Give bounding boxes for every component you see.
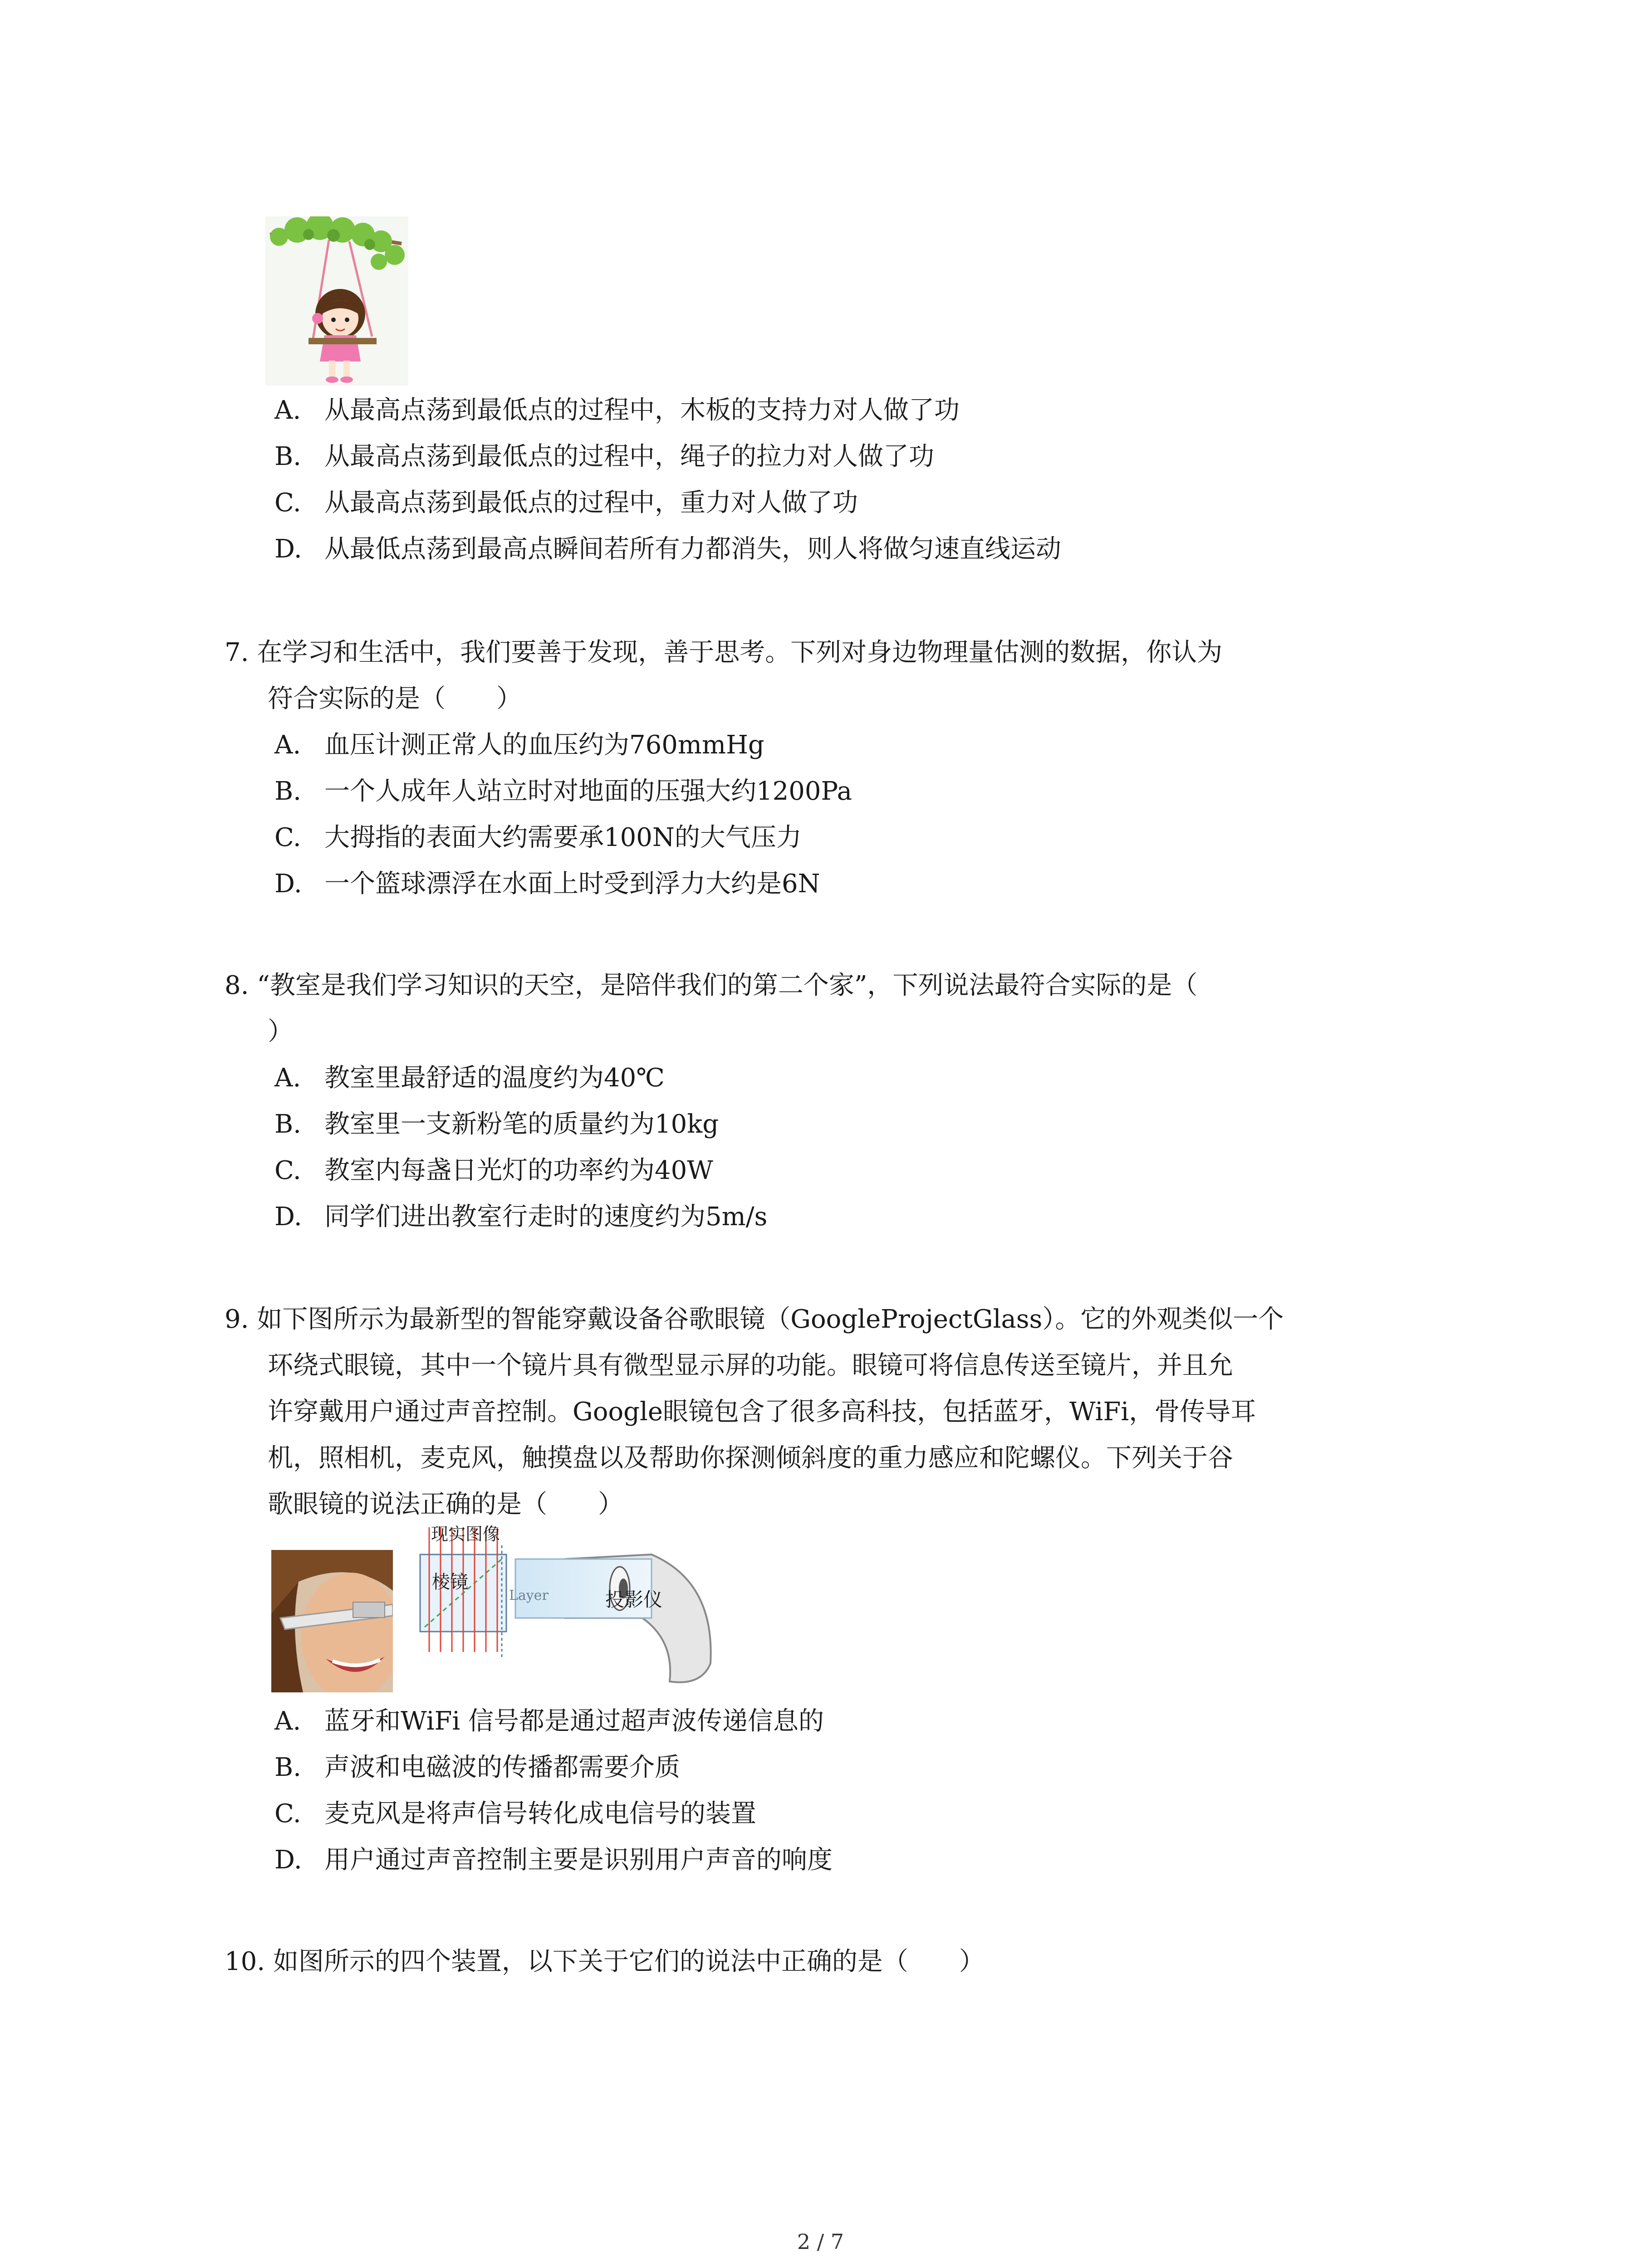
q9-option-a bbox=[274, 1706, 824, 1737]
q6-option-c bbox=[274, 487, 858, 519]
option-label: A. bbox=[274, 396, 301, 425]
diagram-label-projector: 投影仪 bbox=[605, 1589, 663, 1611]
option-text: 麦克风是将声信号转化成电信号的装置 bbox=[324, 1799, 756, 1828]
option-label: A. bbox=[274, 730, 301, 760]
q8-option-d bbox=[274, 1201, 767, 1233]
option-text: 蓝牙和WiFi 信号都是通过超声波传递信息的 bbox=[324, 1706, 824, 1736]
option-text: 从最低点荡到最高点瞬间若所有力都消失，则人将做匀速直线运动 bbox=[324, 534, 1061, 564]
option-text: 声波和电磁波的传播都需要介质 bbox=[324, 1753, 680, 1782]
option-label: D. bbox=[274, 869, 302, 899]
q10-stem-line1: 10. 如图所示的四个装置，以下关于它们的说法中正确的是（ ） bbox=[225, 1947, 985, 1976]
q6-option-d bbox=[274, 533, 1061, 565]
diagram-label-prism: 棱镜 bbox=[432, 1572, 468, 1593]
option-text: 同学们进出教室行走时的速度约为5m/s bbox=[324, 1202, 768, 1232]
option-label: C. bbox=[274, 823, 301, 852]
google-glass-optics-diagram bbox=[397, 1527, 729, 1695]
q9-stem-line3: 许穿戴用户通过声音控制。Google眼镜包含了很多高科技，包括蓝牙，WiFi，骨传导耳 bbox=[268, 1397, 1256, 1427]
option-label: D. bbox=[274, 1202, 302, 1232]
option-text: 从最高点荡到最低点的过程中，重力对人做了功 bbox=[324, 488, 858, 518]
diagram-label-real-image: 现实图像 bbox=[431, 1524, 500, 1544]
option-label: D. bbox=[274, 1845, 302, 1875]
q8-stem-line1: 8. “教室是我们学习知识的天空，是陪伴我们的第二个家”，下列说法最符合实际的是（ bbox=[225, 971, 1198, 1000]
option-label: B. bbox=[274, 1110, 301, 1139]
q7-option-c bbox=[274, 822, 802, 854]
q9-stem-line1: 9. 如下图所示为最新型的智能穿戴设备谷歌眼镜（GoogleProjectGlass）。它的外观类似一个 bbox=[225, 1305, 1284, 1334]
diagram-label-layer: Layer bbox=[509, 1588, 549, 1603]
option-text: 从最高点荡到最低点的过程中，木板的支持力对人做了功 bbox=[324, 396, 960, 425]
q9-option-d bbox=[274, 1844, 833, 1876]
option-text: 教室里最舒适的温度约为40℃ bbox=[324, 1063, 665, 1093]
q9-option-c bbox=[274, 1798, 756, 1830]
q8-option-b bbox=[274, 1109, 719, 1140]
q8-stem-line2: ） bbox=[268, 1017, 293, 1046]
q7-option-b bbox=[274, 776, 852, 807]
q6-option-a bbox=[274, 395, 960, 426]
q9-stem-line4: 机，照相机，麦克风，触摸盘以及帮助你探测倾斜度的重力感应和陀螺仪。下列关于谷 bbox=[268, 1443, 1233, 1473]
swing-girl-illustration bbox=[265, 216, 408, 386]
option-label: A. bbox=[274, 1706, 301, 1736]
option-label: B. bbox=[274, 777, 301, 806]
option-text: 一个人成年人站立时对地面的压强大约1200Pa bbox=[324, 777, 852, 806]
option-text: 用户通过声音控制主要是识别用户声音的响度 bbox=[324, 1845, 833, 1875]
option-label: C. bbox=[274, 1799, 301, 1828]
q7-stem-line1: 7. 在学习和生活中，我们要善于发现，善于思考。下列对身边物理量估测的数据，你认为 bbox=[225, 638, 1223, 667]
page-number: 2 / 7 bbox=[797, 2229, 844, 2254]
q9-stem-line2: 环绕式眼镜，其中一个镜片具有微型显示屏的功能。眼镜可将信息传送至镜片，并且允 bbox=[268, 1351, 1233, 1380]
option-label: B. bbox=[274, 442, 301, 471]
q8-option-a bbox=[274, 1062, 665, 1094]
q7-option-a bbox=[274, 729, 764, 761]
q9-stem-line5: 歌眼镜的说法正确的是（ ） bbox=[268, 1490, 623, 1519]
option-label: D. bbox=[274, 534, 302, 564]
q6-option-b bbox=[274, 441, 934, 473]
option-text: 教室内每盏日光灯的功率约为40W bbox=[324, 1156, 713, 1185]
q9-option-b bbox=[274, 1752, 680, 1784]
option-text: 一个篮球漂浮在水面上时受到浮力大约是6N bbox=[324, 869, 820, 899]
option-text: 血压计测正常人的血压约为760mmHg bbox=[324, 730, 764, 760]
q7-option-d bbox=[274, 868, 820, 900]
option-label: C. bbox=[274, 488, 301, 518]
q7-stem-line2: 符合实际的是（ ） bbox=[268, 684, 522, 714]
option-text: 教室里一支新粉笔的质量约为10kg bbox=[324, 1110, 719, 1139]
option-label: C. bbox=[274, 1156, 301, 1185]
option-label: A. bbox=[274, 1063, 301, 1093]
option-label: B. bbox=[274, 1753, 301, 1782]
option-text: 大拇指的表面大约需要承100N的大气压力 bbox=[324, 823, 802, 852]
q8-option-c bbox=[274, 1155, 713, 1187]
option-text: 从最高点荡到最低点的过程中，绳子的拉力对人做了功 bbox=[324, 442, 934, 471]
woman-wearing-glasses-photo bbox=[271, 1550, 393, 1692]
